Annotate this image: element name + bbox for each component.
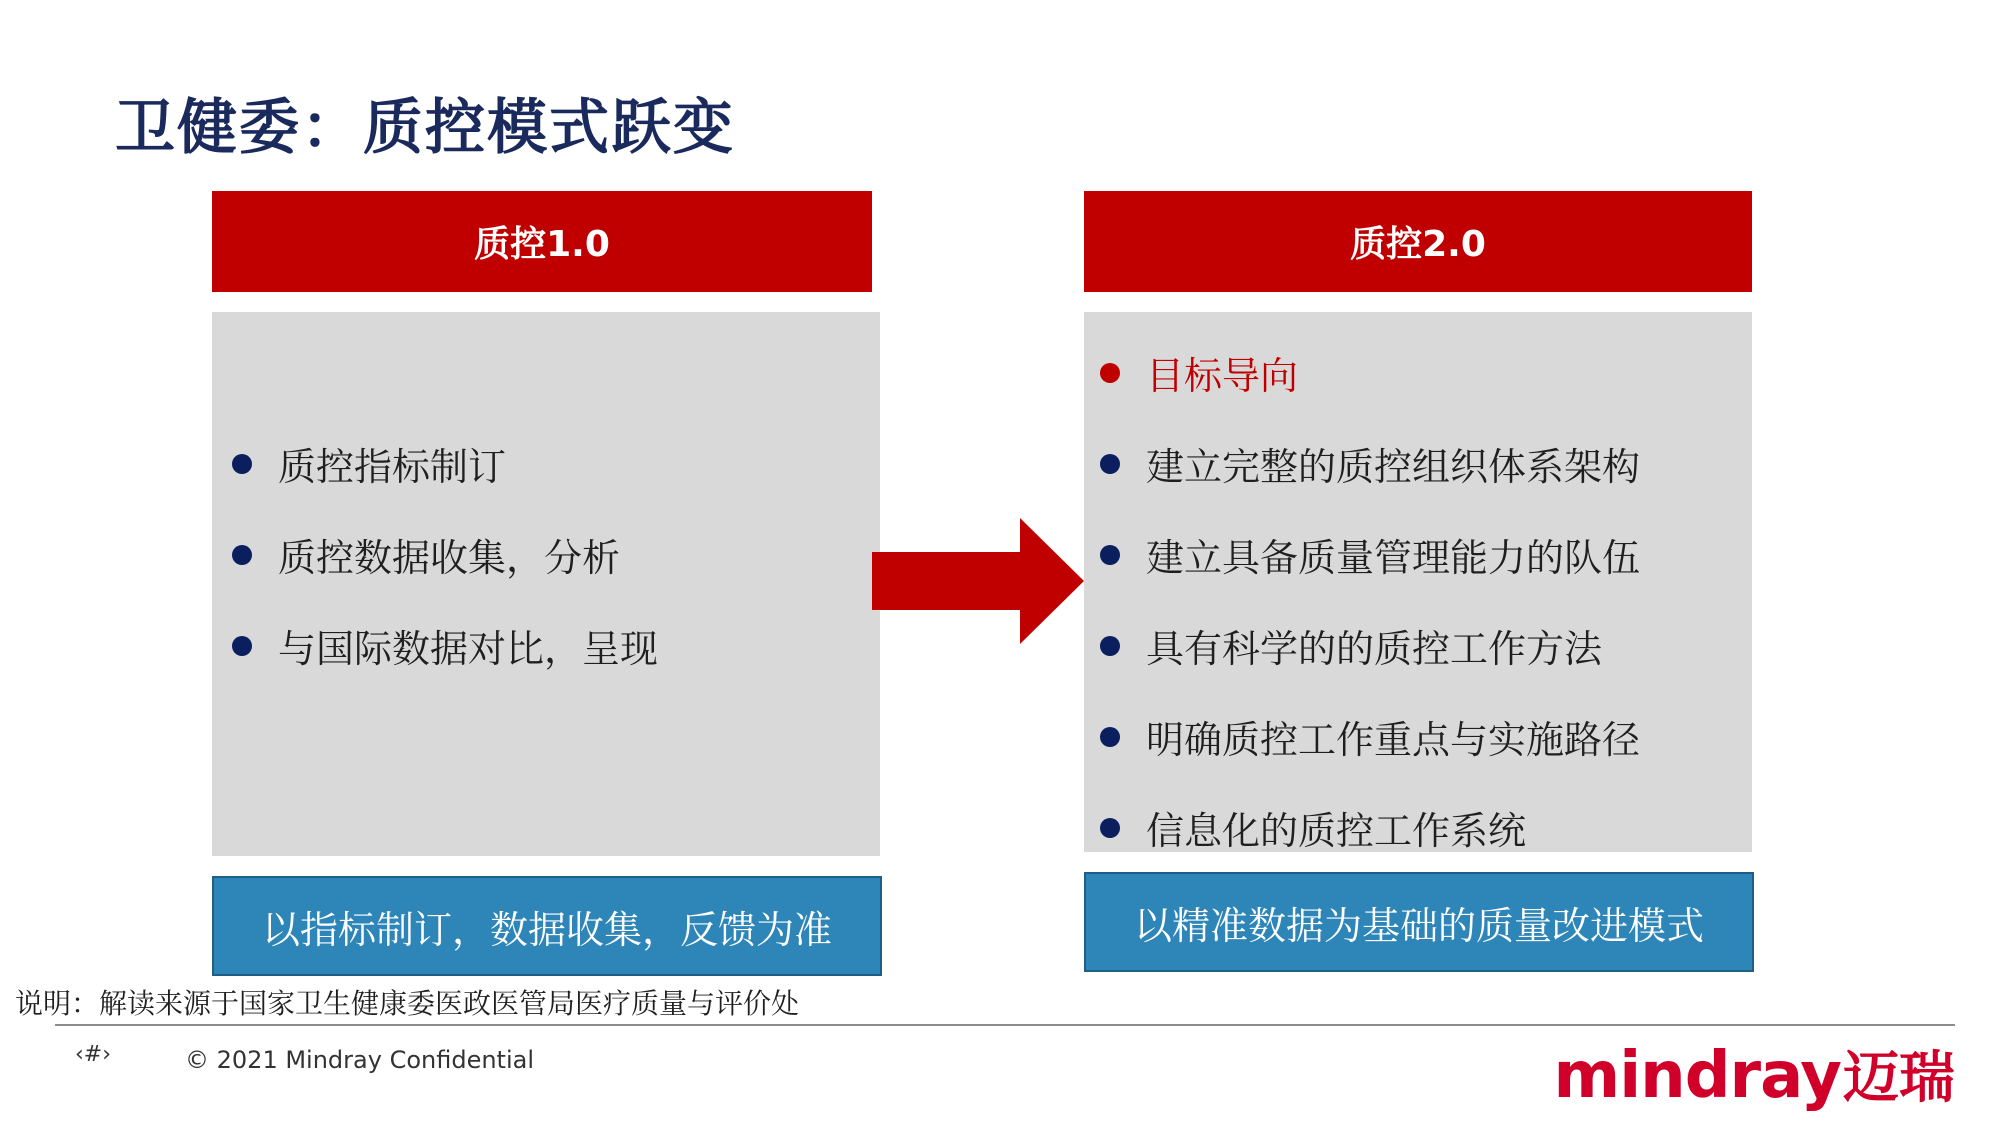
bullet-text: 质控指标制订 [278, 445, 507, 489]
column-header-right [1084, 191, 1752, 292]
bullet-dot-icon [1100, 636, 1120, 656]
column-header-left-label: 质控1.0 [474, 224, 610, 265]
bullet-text: 明确质控工作重点与实施路径 [1146, 718, 1641, 762]
bullet-text: 具有科学的的质控工作方法 [1146, 627, 1603, 671]
summary-box-left [212, 876, 882, 976]
bullet-text: 信息化的质控工作系统 [1146, 809, 1527, 853]
bullet-dot-icon [1100, 363, 1120, 383]
logo-text-zh: 迈瑞 [1843, 1046, 1955, 1111]
panel-left [212, 312, 880, 856]
bullet-text: 质控数据收集，分析 [278, 536, 621, 580]
bullet-dot-icon [1100, 727, 1120, 747]
bullet-dot-icon [232, 454, 252, 474]
bullet-dot-icon [1100, 454, 1120, 474]
list-item [232, 600, 658, 691]
list-item [232, 509, 658, 600]
footer-divider [55, 1024, 1955, 1026]
bullet-dot-icon [1100, 545, 1120, 565]
bullet-list-left [232, 418, 658, 691]
source-note: 说明：解读来源于国家卫生健康委医政医管局医疗质量与评价处 [15, 987, 800, 1020]
list-item [1100, 418, 1640, 509]
list-item [1100, 327, 1640, 418]
list-item [1100, 782, 1640, 873]
logo-text-en: mindray [1553, 1039, 1841, 1113]
page-title: 卫健委：质控模式跃变 [115, 93, 735, 163]
list-item [1100, 691, 1640, 782]
mindray-logo [1554, 1034, 1956, 1114]
bullet-dot-icon [232, 545, 252, 565]
list-item [232, 418, 658, 509]
bullet-dot-icon [1100, 818, 1120, 838]
bullet-text: 建立具备质量管理能力的队伍 [1146, 536, 1641, 580]
right-arrow-icon [872, 518, 1084, 644]
bullet-text: 建立完整的质控组织体系架构 [1146, 445, 1641, 489]
bullet-dot-icon [232, 636, 252, 656]
bullet-text: 目标导向 [1146, 354, 1299, 398]
panel-right [1084, 312, 1752, 852]
summary-text-left: 以指标制订，数据收集，反馈为准 [261, 907, 832, 952]
summary-text-right: 以精准数据为基础的质量改进模式 [1133, 903, 1704, 948]
column-header-right-label: 质控2.0 [1350, 224, 1486, 265]
list-item [1100, 600, 1640, 691]
copyright-text: © 2021 Mindray Confidential [185, 1046, 534, 1074]
bullet-list-right [1100, 327, 1640, 873]
list-item [1100, 509, 1640, 600]
summary-box-right [1084, 872, 1754, 972]
page-number: ‹#› [75, 1042, 112, 1067]
column-header-left [212, 191, 872, 292]
bullet-text: 与国际数据对比，呈现 [278, 627, 659, 671]
